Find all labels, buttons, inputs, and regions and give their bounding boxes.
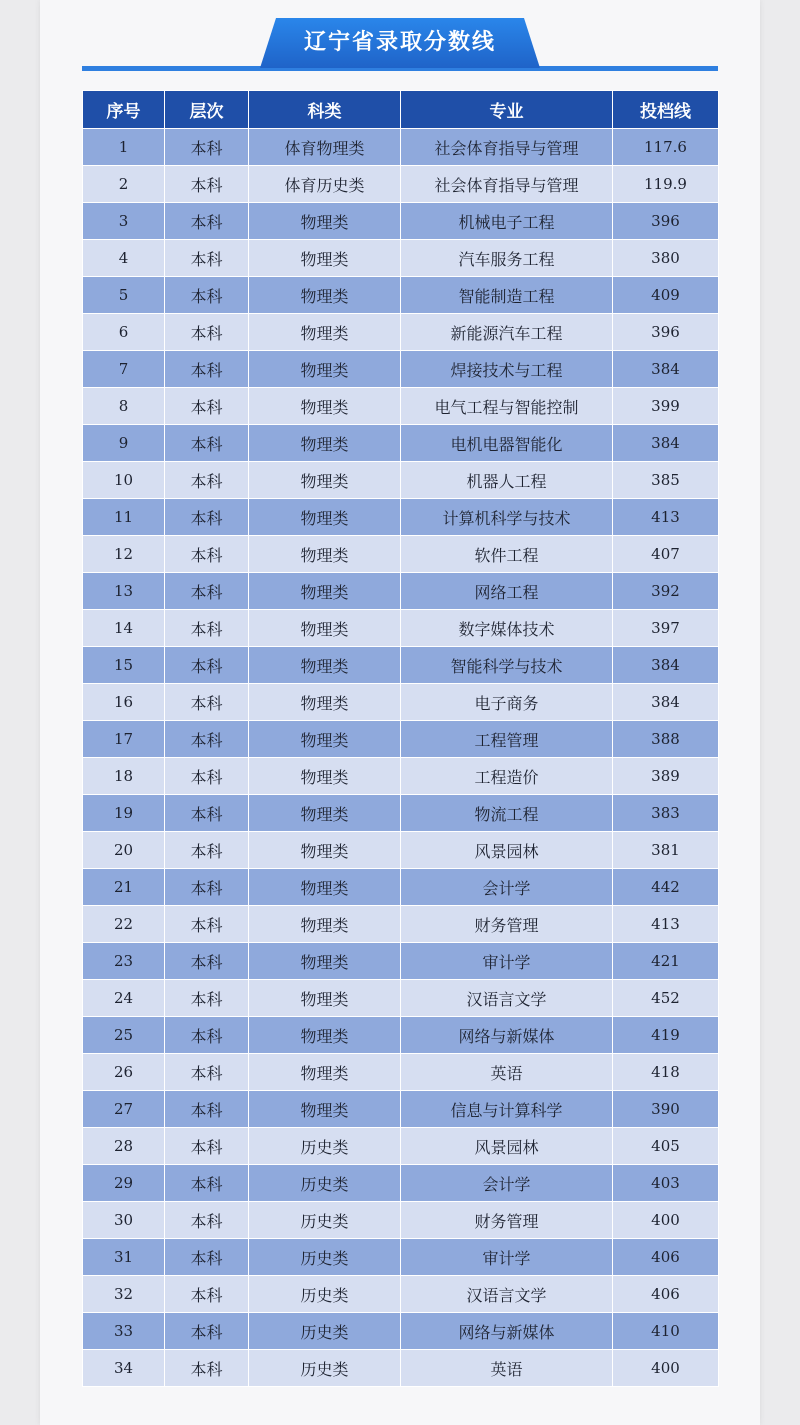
cell-major: 工程管理: [401, 721, 613, 758]
cell-index: 9: [83, 425, 165, 462]
cell-level: 本科: [165, 758, 249, 795]
cell-index: 19: [83, 795, 165, 832]
cell-level: 本科: [165, 684, 249, 721]
cell-score: 392: [613, 573, 719, 610]
cell-score: 397: [613, 610, 719, 647]
page-title: 辽宁省录取分数线: [303, 30, 496, 55]
table-row: [83, 203, 719, 240]
cell-score: 409: [613, 277, 719, 314]
table-row: [83, 388, 719, 425]
cell-index: 16: [83, 684, 165, 721]
cell-level: 本科: [165, 499, 249, 536]
cell-score: 384: [613, 425, 719, 462]
cell-category: 物理类: [249, 906, 401, 943]
cell-major: 审计学: [401, 1239, 613, 1276]
cell-category: 体育历史类: [249, 166, 401, 203]
cell-major: 软件工程: [401, 536, 613, 573]
table-row: [83, 1017, 719, 1054]
cell-category: 物理类: [249, 610, 401, 647]
cell-level: 本科: [165, 869, 249, 906]
table-row: [83, 499, 719, 536]
cell-score: 389: [613, 758, 719, 795]
cell-index: 10: [83, 462, 165, 499]
cell-major: 网络与新媒体: [401, 1313, 613, 1350]
cell-major: 机器人工程: [401, 462, 613, 499]
cell-major: 物流工程: [401, 795, 613, 832]
cell-level: 本科: [165, 240, 249, 277]
cell-category: 物理类: [249, 499, 401, 536]
cell-category: 物理类: [249, 832, 401, 869]
cell-major: 审计学: [401, 943, 613, 980]
cell-category: 历史类: [249, 1128, 401, 1165]
cell-category: 物理类: [249, 1017, 401, 1054]
table-row: [83, 1239, 719, 1276]
cell-category: 物理类: [249, 943, 401, 980]
table-row: [83, 351, 719, 388]
cell-level: 本科: [165, 943, 249, 980]
cell-index: 34: [83, 1350, 165, 1387]
cell-level: 本科: [165, 1202, 249, 1239]
cell-category: 物理类: [249, 277, 401, 314]
cell-score: 400: [613, 1350, 719, 1387]
cell-major: 焊接技术与工程: [401, 351, 613, 388]
cell-category: 体育物理类: [249, 129, 401, 166]
cell-level: 本科: [165, 795, 249, 832]
cell-index: 26: [83, 1054, 165, 1091]
table-row: [83, 314, 719, 351]
table-row: [83, 1165, 719, 1202]
table-row: [83, 1091, 719, 1128]
cell-major: 社会体育指导与管理: [401, 166, 613, 203]
cell-index: 3: [83, 203, 165, 240]
table-row: [83, 277, 719, 314]
cell-index: 25: [83, 1017, 165, 1054]
cell-score: 405: [613, 1128, 719, 1165]
cell-index: 13: [83, 573, 165, 610]
cell-major: 信息与计算科学: [401, 1091, 613, 1128]
cell-index: 30: [83, 1202, 165, 1239]
cell-category: 物理类: [249, 980, 401, 1017]
cell-score: 384: [613, 647, 719, 684]
cell-major: 新能源汽车工程: [401, 314, 613, 351]
cell-major: 工程造价: [401, 758, 613, 795]
cell-level: 本科: [165, 1313, 249, 1350]
cell-score: 396: [613, 314, 719, 351]
cell-category: 物理类: [249, 1054, 401, 1091]
cell-major: 电子商务: [401, 684, 613, 721]
cell-score: 384: [613, 351, 719, 388]
cell-major: 智能制造工程: [401, 277, 613, 314]
cell-index: 7: [83, 351, 165, 388]
cell-score: 384: [613, 684, 719, 721]
cell-score: 403: [613, 1165, 719, 1202]
cell-major: 会计学: [401, 869, 613, 906]
cell-score: 380: [613, 240, 719, 277]
table-row: [83, 129, 719, 166]
header-level: 层次: [165, 91, 249, 129]
table-row: [83, 1276, 719, 1313]
table-row: [83, 536, 719, 573]
table-row: [83, 1054, 719, 1091]
cell-category: 物理类: [249, 795, 401, 832]
cell-score: 117.6: [613, 129, 719, 166]
cell-level: 本科: [165, 1128, 249, 1165]
cell-level: 本科: [165, 1054, 249, 1091]
cell-major: 社会体育指导与管理: [401, 129, 613, 166]
cell-index: 12: [83, 536, 165, 573]
table-header-row: [83, 91, 719, 129]
cell-category: 物理类: [249, 240, 401, 277]
header-category: 科类: [249, 91, 401, 129]
cell-category: 物理类: [249, 388, 401, 425]
cell-score: 399: [613, 388, 719, 425]
cell-score: 418: [613, 1054, 719, 1091]
cell-category: 物理类: [249, 758, 401, 795]
cell-index: 24: [83, 980, 165, 1017]
cell-level: 本科: [165, 351, 249, 388]
table-row: [83, 166, 719, 203]
cell-level: 本科: [165, 462, 249, 499]
table-row: [83, 240, 719, 277]
cell-category: 历史类: [249, 1313, 401, 1350]
cell-major: 会计学: [401, 1165, 613, 1202]
cell-category: 物理类: [249, 351, 401, 388]
cell-index: 18: [83, 758, 165, 795]
header-score: 投档线: [613, 91, 719, 129]
table-row: [83, 943, 719, 980]
cell-level: 本科: [165, 573, 249, 610]
cell-score: 419: [613, 1017, 719, 1054]
cell-index: 5: [83, 277, 165, 314]
cell-category: 历史类: [249, 1276, 401, 1313]
cell-major: 英语: [401, 1350, 613, 1387]
cell-index: 14: [83, 610, 165, 647]
cell-score: 421: [613, 943, 719, 980]
cell-category: 物理类: [249, 203, 401, 240]
cell-major: 财务管理: [401, 906, 613, 943]
cell-index: 33: [83, 1313, 165, 1350]
cell-level: 本科: [165, 906, 249, 943]
cell-index: 8: [83, 388, 165, 425]
cell-score: 396: [613, 203, 719, 240]
cell-level: 本科: [165, 980, 249, 1017]
cell-category: 历史类: [249, 1165, 401, 1202]
cell-major: 数字媒体技术: [401, 610, 613, 647]
cell-score: 442: [613, 869, 719, 906]
cell-score: 385: [613, 462, 719, 499]
cell-level: 本科: [165, 1165, 249, 1202]
table-row: [83, 832, 719, 869]
cell-major: 财务管理: [401, 1202, 613, 1239]
cell-level: 本科: [165, 1350, 249, 1387]
cell-level: 本科: [165, 129, 249, 166]
cell-index: 29: [83, 1165, 165, 1202]
cell-index: 32: [83, 1276, 165, 1313]
title-banner: [82, 14, 718, 74]
cell-score: 413: [613, 906, 719, 943]
table-row: [83, 869, 719, 906]
cell-major: 风景园林: [401, 832, 613, 869]
cell-index: 6: [83, 314, 165, 351]
cell-index: 17: [83, 721, 165, 758]
admission-score-table: [82, 90, 719, 1387]
cell-major: 机械电子工程: [401, 203, 613, 240]
cell-category: 历史类: [249, 1239, 401, 1276]
cell-score: 390: [613, 1091, 719, 1128]
cell-major: 风景园林: [401, 1128, 613, 1165]
cell-category: 物理类: [249, 462, 401, 499]
cell-score: 406: [613, 1276, 719, 1313]
cell-score: 119.9: [613, 166, 719, 203]
cell-category: 物理类: [249, 573, 401, 610]
cell-index: 4: [83, 240, 165, 277]
cell-index: 31: [83, 1239, 165, 1276]
cell-index: 1: [83, 129, 165, 166]
table-body: [83, 129, 719, 1387]
cell-index: 22: [83, 906, 165, 943]
cell-level: 本科: [165, 277, 249, 314]
header-index: 序号: [83, 91, 165, 129]
cell-major: 网络与新媒体: [401, 1017, 613, 1054]
cell-score: 407: [613, 536, 719, 573]
cell-level: 本科: [165, 1276, 249, 1313]
table-row: [83, 610, 719, 647]
cell-level: 本科: [165, 166, 249, 203]
cell-level: 本科: [165, 1239, 249, 1276]
cell-major: 计算机科学与技术: [401, 499, 613, 536]
cell-category: 历史类: [249, 1202, 401, 1239]
table-row: [83, 1202, 719, 1239]
cell-category: 物理类: [249, 1091, 401, 1128]
cell-category: 物理类: [249, 721, 401, 758]
cell-major: 汉语言文学: [401, 1276, 613, 1313]
cell-index: 20: [83, 832, 165, 869]
cell-score: 381: [613, 832, 719, 869]
table-row: [83, 758, 719, 795]
table-row: [83, 795, 719, 832]
cell-level: 本科: [165, 721, 249, 758]
cell-major: 网络工程: [401, 573, 613, 610]
cell-level: 本科: [165, 647, 249, 684]
cell-score: 388: [613, 721, 719, 758]
table-row: [83, 425, 719, 462]
cell-major: 电机电器智能化: [401, 425, 613, 462]
table-row: [83, 1313, 719, 1350]
cell-category: 物理类: [249, 647, 401, 684]
cell-level: 本科: [165, 425, 249, 462]
cell-major: 电气工程与智能控制: [401, 388, 613, 425]
cell-category: 物理类: [249, 536, 401, 573]
table-row: [83, 1350, 719, 1387]
cell-index: 23: [83, 943, 165, 980]
cell-score: 406: [613, 1239, 719, 1276]
cell-level: 本科: [165, 314, 249, 351]
cell-level: 本科: [165, 203, 249, 240]
cell-index: 15: [83, 647, 165, 684]
table-row: [83, 462, 719, 499]
header-major: 专业: [401, 91, 613, 129]
cell-score: 383: [613, 795, 719, 832]
cell-score: 410: [613, 1313, 719, 1350]
cell-score: 452: [613, 980, 719, 1017]
cell-index: 2: [83, 166, 165, 203]
cell-score: 413: [613, 499, 719, 536]
cell-level: 本科: [165, 1091, 249, 1128]
cell-category: 物理类: [249, 425, 401, 462]
cell-index: 28: [83, 1128, 165, 1165]
cell-category: 物理类: [249, 869, 401, 906]
cell-major: 汽车服务工程: [401, 240, 613, 277]
cell-category: 物理类: [249, 314, 401, 351]
table-row: [83, 1128, 719, 1165]
cell-score: 400: [613, 1202, 719, 1239]
cell-level: 本科: [165, 610, 249, 647]
title-tab: [260, 18, 540, 68]
cell-major: 英语: [401, 1054, 613, 1091]
table-row: [83, 684, 719, 721]
cell-category: 历史类: [249, 1350, 401, 1387]
cell-major: 汉语言文学: [401, 980, 613, 1017]
cell-level: 本科: [165, 536, 249, 573]
cell-index: 21: [83, 869, 165, 906]
cell-level: 本科: [165, 388, 249, 425]
table-row: [83, 980, 719, 1017]
cell-index: 27: [83, 1091, 165, 1128]
cell-category: 物理类: [249, 684, 401, 721]
cell-major: 智能科学与技术: [401, 647, 613, 684]
table-row: [83, 721, 719, 758]
table-row: [83, 573, 719, 610]
cell-level: 本科: [165, 1017, 249, 1054]
table-row: [83, 906, 719, 943]
cell-index: 11: [83, 499, 165, 536]
cell-level: 本科: [165, 832, 249, 869]
table-row: [83, 647, 719, 684]
